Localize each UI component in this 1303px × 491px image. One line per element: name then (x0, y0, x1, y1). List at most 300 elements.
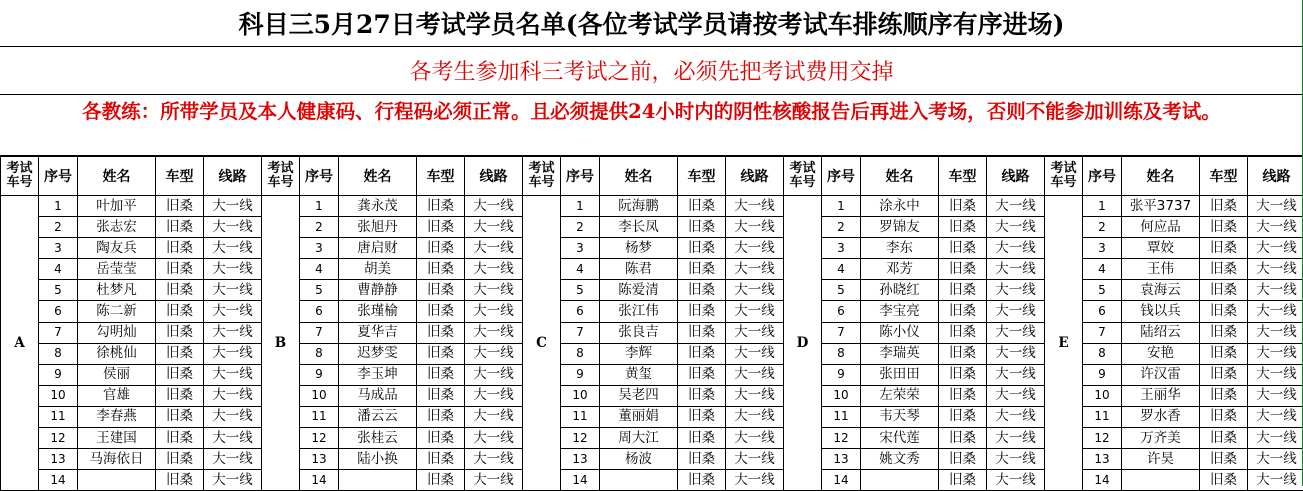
route-cell[interactable]: 大一线 (465, 343, 523, 364)
car-type-cell[interactable]: 旧桑 (939, 406, 987, 427)
route-cell[interactable]: 大一线 (204, 385, 262, 406)
name-cell[interactable]: 迟梦雯 (339, 343, 417, 364)
seq-cell[interactable]: 10 (39, 385, 78, 406)
seq-cell[interactable]: 7 (300, 322, 339, 343)
route-cell[interactable]: 大一线 (987, 259, 1045, 280)
name-cell[interactable]: 周大江 (600, 428, 678, 449)
header-route[interactable]: 线路 (465, 157, 523, 196)
seq-cell[interactable]: 2 (1083, 217, 1122, 238)
seq-cell[interactable]: 2 (300, 217, 339, 238)
name-cell[interactable]: 张田田 (861, 364, 939, 385)
seq-cell[interactable]: 5 (300, 280, 339, 301)
route-cell[interactable]: 大一线 (465, 196, 523, 217)
car-type-cell[interactable]: 旧桑 (417, 428, 465, 449)
name-cell[interactable]: 潘云云 (339, 406, 417, 427)
name-cell[interactable]: 涂永中 (861, 196, 939, 217)
car-type-cell[interactable]: 旧桑 (939, 280, 987, 301)
route-cell[interactable]: 大一线 (726, 428, 784, 449)
route-cell[interactable]: 大一线 (987, 364, 1045, 385)
seq-cell[interactable]: 1 (822, 196, 861, 217)
name-cell[interactable]: 勾明灿 (78, 322, 156, 343)
name-cell[interactable]: 曹静静 (339, 280, 417, 301)
route-cell[interactable]: 大一线 (726, 385, 784, 406)
route-cell[interactable]: 大一线 (987, 449, 1045, 470)
route-cell[interactable]: 大一线 (204, 259, 262, 280)
seq-cell[interactable]: 5 (39, 280, 78, 301)
header-name[interactable]: 姓名 (861, 157, 939, 196)
car-type-cell[interactable]: 旧桑 (1200, 470, 1248, 491)
car-type-cell[interactable]: 旧桑 (417, 217, 465, 238)
route-cell[interactable]: 大一线 (987, 196, 1045, 217)
car-type-cell[interactable]: 旧桑 (156, 406, 204, 427)
seq-cell[interactable]: 2 (561, 217, 600, 238)
seq-cell[interactable]: 1 (300, 196, 339, 217)
seq-cell[interactable]: 9 (561, 364, 600, 385)
name-cell[interactable]: 陈爱清 (600, 280, 678, 301)
seq-cell[interactable]: 8 (39, 343, 78, 364)
car-type-cell[interactable]: 旧桑 (678, 238, 726, 259)
header-car-type[interactable]: 车型 (678, 157, 726, 196)
car-type-cell[interactable]: 旧桑 (156, 385, 204, 406)
route-cell[interactable]: 大一线 (204, 280, 262, 301)
route-cell[interactable]: 大一线 (465, 322, 523, 343)
name-cell[interactable]: 孙晓红 (861, 280, 939, 301)
route-cell[interactable]: 大一线 (465, 280, 523, 301)
route-cell[interactable]: 大一线 (1248, 196, 1303, 217)
car-type-cell[interactable]: 旧桑 (417, 196, 465, 217)
seq-cell[interactable]: 3 (1083, 238, 1122, 259)
seq-cell[interactable]: 4 (300, 259, 339, 280)
seq-cell[interactable]: 8 (1083, 343, 1122, 364)
seq-cell[interactable]: 6 (39, 301, 78, 322)
seq-cell[interactable]: 8 (561, 343, 600, 364)
car-type-cell[interactable]: 旧桑 (156, 322, 204, 343)
name-cell[interactable]: 左荣荣 (861, 385, 939, 406)
route-cell[interactable]: 大一线 (465, 217, 523, 238)
car-type-cell[interactable]: 旧桑 (156, 238, 204, 259)
car-type-cell[interactable]: 旧桑 (939, 385, 987, 406)
car-type-cell[interactable]: 旧桑 (417, 301, 465, 322)
header-car-number[interactable]: 考试车号 (1, 157, 39, 196)
route-cell[interactable]: 大一线 (987, 238, 1045, 259)
seq-cell[interactable]: 2 (39, 217, 78, 238)
header-car-number[interactable]: 考试车号 (784, 157, 822, 196)
car-type-cell[interactable]: 旧桑 (678, 470, 726, 491)
header-car-number[interactable]: 考试车号 (262, 157, 300, 196)
name-cell[interactable] (600, 470, 678, 491)
header-seq[interactable]: 序号 (300, 157, 339, 196)
name-cell[interactable]: 马海依日 (78, 449, 156, 470)
seq-cell[interactable]: 1 (561, 196, 600, 217)
route-cell[interactable]: 大一线 (726, 217, 784, 238)
seq-cell[interactable]: 7 (561, 322, 600, 343)
seq-cell[interactable]: 1 (1083, 196, 1122, 217)
name-cell[interactable]: 叶加平 (78, 196, 156, 217)
name-cell[interactable] (861, 470, 939, 491)
seq-cell[interactable]: 6 (822, 301, 861, 322)
name-cell[interactable]: 阮海鹏 (600, 196, 678, 217)
route-cell[interactable]: 大一线 (726, 343, 784, 364)
car-type-cell[interactable]: 旧桑 (678, 217, 726, 238)
name-cell[interactable]: 安艳 (1122, 343, 1200, 364)
route-cell[interactable]: 大一线 (726, 470, 784, 491)
page-title[interactable]: 科目三5月27日考试学员名单(各位考试学员请按考试车排练顺序有序进场) (0, 0, 1303, 47)
seq-cell[interactable]: 9 (1083, 364, 1122, 385)
name-cell[interactable]: 马成品 (339, 385, 417, 406)
route-cell[interactable]: 大一线 (726, 449, 784, 470)
header-name[interactable]: 姓名 (600, 157, 678, 196)
car-letter[interactable]: D (784, 196, 822, 491)
name-cell[interactable]: 龚永茂 (339, 196, 417, 217)
route-cell[interactable]: 大一线 (987, 428, 1045, 449)
car-type-cell[interactable]: 旧桑 (156, 343, 204, 364)
seq-cell[interactable]: 11 (300, 406, 339, 427)
health-notice[interactable]: 各教练：所带学员及本人健康码、行程码必须正常。且必须提供24小时内的阴性核酸报告后再进入考场，否则不能参加训练及考试。 (0, 95, 1303, 156)
route-cell[interactable]: 大一线 (465, 428, 523, 449)
seq-cell[interactable]: 12 (1083, 428, 1122, 449)
route-cell[interactable]: 大一线 (726, 196, 784, 217)
car-type-cell[interactable]: 旧桑 (678, 364, 726, 385)
route-cell[interactable]: 大一线 (1248, 301, 1303, 322)
name-cell[interactable]: 陈君 (600, 259, 678, 280)
name-cell[interactable]: 侯丽 (78, 364, 156, 385)
name-cell[interactable]: 杜梦凡 (78, 280, 156, 301)
name-cell[interactable]: 夏华吉 (339, 322, 417, 343)
car-type-cell[interactable]: 旧桑 (678, 301, 726, 322)
seq-cell[interactable]: 3 (561, 238, 600, 259)
name-cell[interactable]: 李瑞英 (861, 343, 939, 364)
name-cell[interactable]: 袁海云 (1122, 280, 1200, 301)
route-cell[interactable]: 大一线 (987, 217, 1045, 238)
seq-cell[interactable]: 3 (822, 238, 861, 259)
car-type-cell[interactable]: 旧桑 (156, 280, 204, 301)
car-type-cell[interactable]: 旧桑 (1200, 280, 1248, 301)
car-type-cell[interactable]: 旧桑 (156, 301, 204, 322)
name-cell[interactable]: 李辉 (600, 343, 678, 364)
name-cell[interactable]: 韦天琴 (861, 406, 939, 427)
name-cell[interactable]: 许汉雷 (1122, 364, 1200, 385)
name-cell[interactable]: 官雄 (78, 385, 156, 406)
route-cell[interactable]: 大一线 (204, 322, 262, 343)
seq-cell[interactable]: 9 (822, 364, 861, 385)
route-cell[interactable]: 大一线 (726, 301, 784, 322)
route-cell[interactable]: 大一线 (1248, 470, 1303, 491)
car-letter[interactable]: B (262, 196, 300, 491)
car-type-cell[interactable]: 旧桑 (1200, 364, 1248, 385)
name-cell[interactable]: 李玉坤 (339, 364, 417, 385)
fee-notice[interactable]: 各考生参加科三考试之前，必须先把考试费用交掉 (0, 47, 1303, 95)
route-cell[interactable]: 大一线 (726, 406, 784, 427)
name-cell[interactable]: 张江伟 (600, 301, 678, 322)
car-type-cell[interactable]: 旧桑 (678, 343, 726, 364)
car-type-cell[interactable]: 旧桑 (1200, 343, 1248, 364)
route-cell[interactable]: 大一线 (1248, 449, 1303, 470)
header-route[interactable]: 线路 (726, 157, 784, 196)
name-cell[interactable]: 胡美 (339, 259, 417, 280)
seq-cell[interactable]: 14 (1083, 470, 1122, 491)
route-cell[interactable]: 大一线 (465, 406, 523, 427)
car-type-cell[interactable]: 旧桑 (939, 470, 987, 491)
car-letter[interactable]: A (1, 196, 39, 491)
route-cell[interactable]: 大一线 (465, 364, 523, 385)
name-cell[interactable]: 宋代莲 (861, 428, 939, 449)
name-cell[interactable]: 岳莹莹 (78, 259, 156, 280)
name-cell[interactable]: 杨梦 (600, 238, 678, 259)
car-type-cell[interactable]: 旧桑 (939, 259, 987, 280)
header-route[interactable]: 线路 (987, 157, 1045, 196)
header-seq[interactable]: 序号 (822, 157, 861, 196)
header-car-type[interactable]: 车型 (939, 157, 987, 196)
name-cell[interactable]: 徐桃仙 (78, 343, 156, 364)
seq-cell[interactable]: 13 (561, 449, 600, 470)
name-cell[interactable]: 李春燕 (78, 406, 156, 427)
seq-cell[interactable]: 5 (561, 280, 600, 301)
car-type-cell[interactable]: 旧桑 (939, 196, 987, 217)
car-type-cell[interactable]: 旧桑 (678, 406, 726, 427)
route-cell[interactable]: 大一线 (465, 301, 523, 322)
car-letter[interactable]: E (1045, 196, 1083, 491)
car-type-cell[interactable]: 旧桑 (417, 343, 465, 364)
header-route[interactable]: 线路 (1248, 157, 1303, 196)
header-name[interactable]: 姓名 (339, 157, 417, 196)
car-type-cell[interactable]: 旧桑 (939, 364, 987, 385)
seq-cell[interactable]: 10 (822, 385, 861, 406)
seq-cell[interactable]: 10 (1083, 385, 1122, 406)
seq-cell[interactable]: 4 (1083, 259, 1122, 280)
name-cell[interactable]: 张志宏 (78, 217, 156, 238)
seq-cell[interactable]: 4 (561, 259, 600, 280)
seq-cell[interactable]: 8 (822, 343, 861, 364)
route-cell[interactable]: 大一线 (1248, 385, 1303, 406)
route-cell[interactable]: 大一线 (465, 470, 523, 491)
car-type-cell[interactable]: 旧桑 (939, 238, 987, 259)
header-seq[interactable]: 序号 (561, 157, 600, 196)
name-cell[interactable]: 王建国 (78, 428, 156, 449)
car-type-cell[interactable]: 旧桑 (417, 259, 465, 280)
car-type-cell[interactable]: 旧桑 (1200, 385, 1248, 406)
seq-cell[interactable]: 12 (822, 428, 861, 449)
name-cell[interactable]: 罗水香 (1122, 406, 1200, 427)
seq-cell[interactable]: 11 (822, 406, 861, 427)
name-cell[interactable] (339, 470, 417, 491)
seq-cell[interactable]: 13 (39, 449, 78, 470)
route-cell[interactable]: 大一线 (987, 470, 1045, 491)
route-cell[interactable]: 大一线 (726, 280, 784, 301)
header-car-number[interactable]: 考试车号 (1045, 157, 1083, 196)
seq-cell[interactable]: 6 (1083, 301, 1122, 322)
car-type-cell[interactable]: 旧桑 (1200, 301, 1248, 322)
car-type-cell[interactable]: 旧桑 (1200, 428, 1248, 449)
seq-cell[interactable]: 7 (1083, 322, 1122, 343)
route-cell[interactable]: 大一线 (1248, 322, 1303, 343)
seq-cell[interactable]: 6 (561, 301, 600, 322)
route-cell[interactable]: 大一线 (987, 322, 1045, 343)
car-type-cell[interactable]: 旧桑 (417, 449, 465, 470)
seq-cell[interactable]: 9 (39, 364, 78, 385)
car-type-cell[interactable]: 旧桑 (939, 301, 987, 322)
name-cell[interactable] (78, 470, 156, 491)
name-cell[interactable]: 陈小仪 (861, 322, 939, 343)
route-cell[interactable]: 大一线 (204, 217, 262, 238)
route-cell[interactable]: 大一线 (987, 385, 1045, 406)
route-cell[interactable]: 大一线 (1248, 217, 1303, 238)
seq-cell[interactable]: 14 (300, 470, 339, 491)
header-car-type[interactable]: 车型 (156, 157, 204, 196)
car-type-cell[interactable]: 旧桑 (417, 238, 465, 259)
car-type-cell[interactable]: 旧桑 (156, 428, 204, 449)
car-type-cell[interactable]: 旧桑 (417, 385, 465, 406)
seq-cell[interactable]: 7 (822, 322, 861, 343)
car-type-cell[interactable]: 旧桑 (678, 196, 726, 217)
car-type-cell[interactable]: 旧桑 (417, 406, 465, 427)
seq-cell[interactable]: 6 (300, 301, 339, 322)
name-cell[interactable]: 覃姣 (1122, 238, 1200, 259)
route-cell[interactable]: 大一线 (465, 449, 523, 470)
name-cell[interactable]: 何应品 (1122, 217, 1200, 238)
header-car-number[interactable]: 考试车号 (523, 157, 561, 196)
car-type-cell[interactable]: 旧桑 (417, 470, 465, 491)
name-cell[interactable]: 王伟 (1122, 259, 1200, 280)
car-type-cell[interactable]: 旧桑 (939, 343, 987, 364)
name-cell[interactable]: 唐启财 (339, 238, 417, 259)
route-cell[interactable]: 大一线 (1248, 406, 1303, 427)
car-type-cell[interactable]: 旧桑 (156, 259, 204, 280)
name-cell[interactable]: 陶友兵 (78, 238, 156, 259)
name-cell[interactable]: 张良吉 (600, 322, 678, 343)
name-cell[interactable]: 李东 (861, 238, 939, 259)
route-cell[interactable]: 大一线 (987, 280, 1045, 301)
name-cell[interactable]: 黄玺 (600, 364, 678, 385)
route-cell[interactable]: 大一线 (1248, 343, 1303, 364)
car-type-cell[interactable]: 旧桑 (1200, 322, 1248, 343)
car-type-cell[interactable]: 旧桑 (678, 428, 726, 449)
header-name[interactable]: 姓名 (78, 157, 156, 196)
seq-cell[interactable]: 8 (300, 343, 339, 364)
route-cell[interactable]: 大一线 (987, 343, 1045, 364)
seq-cell[interactable]: 3 (300, 238, 339, 259)
name-cell[interactable]: 董丽娟 (600, 406, 678, 427)
seq-cell[interactable]: 13 (1083, 449, 1122, 470)
route-cell[interactable]: 大一线 (465, 238, 523, 259)
car-type-cell[interactable]: 旧桑 (678, 385, 726, 406)
name-cell[interactable]: 杨波 (600, 449, 678, 470)
seq-cell[interactable]: 11 (39, 406, 78, 427)
route-cell[interactable]: 大一线 (1248, 280, 1303, 301)
route-cell[interactable]: 大一线 (726, 259, 784, 280)
seq-cell[interactable]: 4 (39, 259, 78, 280)
car-type-cell[interactable]: 旧桑 (939, 322, 987, 343)
route-cell[interactable]: 大一线 (726, 238, 784, 259)
car-type-cell[interactable]: 旧桑 (1200, 238, 1248, 259)
car-type-cell[interactable]: 旧桑 (156, 470, 204, 491)
route-cell[interactable]: 大一线 (1248, 259, 1303, 280)
name-cell[interactable]: 李宝亮 (861, 301, 939, 322)
car-type-cell[interactable]: 旧桑 (678, 259, 726, 280)
seq-cell[interactable]: 13 (822, 449, 861, 470)
route-cell[interactable]: 大一线 (204, 364, 262, 385)
car-type-cell[interactable]: 旧桑 (678, 449, 726, 470)
seq-cell[interactable]: 14 (561, 470, 600, 491)
name-cell[interactable]: 罗锦友 (861, 217, 939, 238)
route-cell[interactable]: 大一线 (987, 301, 1045, 322)
car-type-cell[interactable]: 旧桑 (939, 449, 987, 470)
car-type-cell[interactable]: 旧桑 (156, 364, 204, 385)
route-cell[interactable]: 大一线 (465, 259, 523, 280)
name-cell[interactable]: 李长凤 (600, 217, 678, 238)
seq-cell[interactable]: 5 (1083, 280, 1122, 301)
route-cell[interactable]: 大一线 (204, 406, 262, 427)
route-cell[interactable]: 大一线 (204, 449, 262, 470)
header-name[interactable]: 姓名 (1122, 157, 1200, 196)
seq-cell[interactable]: 14 (39, 470, 78, 491)
name-cell[interactable]: 吴老四 (600, 385, 678, 406)
name-cell[interactable]: 张瑾榆 (339, 301, 417, 322)
seq-cell[interactable]: 7 (39, 322, 78, 343)
seq-cell[interactable]: 12 (39, 428, 78, 449)
route-cell[interactable]: 大一线 (726, 322, 784, 343)
name-cell[interactable]: 万齐美 (1122, 428, 1200, 449)
name-cell[interactable]: 王丽华 (1122, 385, 1200, 406)
seq-cell[interactable]: 3 (39, 238, 78, 259)
seq-cell[interactable]: 12 (300, 428, 339, 449)
car-type-cell[interactable]: 旧桑 (939, 428, 987, 449)
route-cell[interactable]: 大一线 (204, 238, 262, 259)
car-type-cell[interactable]: 旧桑 (417, 364, 465, 385)
car-letter[interactable]: C (523, 196, 561, 491)
car-type-cell[interactable]: 旧桑 (156, 449, 204, 470)
car-type-cell[interactable]: 旧桑 (156, 217, 204, 238)
route-cell[interactable]: 大一线 (726, 364, 784, 385)
route-cell[interactable]: 大一线 (987, 406, 1045, 427)
route-cell[interactable]: 大一线 (204, 301, 262, 322)
header-route[interactable]: 线路 (204, 157, 262, 196)
seq-cell[interactable]: 11 (561, 406, 600, 427)
car-type-cell[interactable]: 旧桑 (1200, 259, 1248, 280)
seq-cell[interactable]: 10 (300, 385, 339, 406)
name-cell[interactable]: 陆小换 (339, 449, 417, 470)
route-cell[interactable]: 大一线 (204, 470, 262, 491)
seq-cell[interactable]: 4 (822, 259, 861, 280)
car-type-cell[interactable]: 旧桑 (678, 322, 726, 343)
seq-cell[interactable]: 1 (39, 196, 78, 217)
header-seq[interactable]: 序号 (39, 157, 78, 196)
car-type-cell[interactable]: 旧桑 (678, 280, 726, 301)
name-cell[interactable]: 姚文秀 (861, 449, 939, 470)
name-cell[interactable]: 张平3737 (1122, 196, 1200, 217)
car-type-cell[interactable]: 旧桑 (417, 322, 465, 343)
name-cell[interactable]: 张桂云 (339, 428, 417, 449)
seq-cell[interactable]: 14 (822, 470, 861, 491)
route-cell[interactable]: 大一线 (204, 343, 262, 364)
car-type-cell[interactable]: 旧桑 (1200, 217, 1248, 238)
seq-cell[interactable]: 2 (822, 217, 861, 238)
seq-cell[interactable]: 9 (300, 364, 339, 385)
car-type-cell[interactable]: 旧桑 (939, 217, 987, 238)
seq-cell[interactable]: 10 (561, 385, 600, 406)
route-cell[interactable]: 大一线 (1248, 364, 1303, 385)
name-cell[interactable]: 钱以兵 (1122, 301, 1200, 322)
header-seq[interactable]: 序号 (1083, 157, 1122, 196)
seq-cell[interactable]: 13 (300, 449, 339, 470)
route-cell[interactable]: 大一线 (465, 385, 523, 406)
route-cell[interactable]: 大一线 (204, 196, 262, 217)
name-cell[interactable]: 张旭丹 (339, 217, 417, 238)
car-type-cell[interactable]: 旧桑 (1200, 449, 1248, 470)
car-type-cell[interactable]: 旧桑 (1200, 196, 1248, 217)
name-cell[interactable]: 许昊 (1122, 449, 1200, 470)
name-cell[interactable] (1122, 470, 1200, 491)
seq-cell[interactable]: 12 (561, 428, 600, 449)
